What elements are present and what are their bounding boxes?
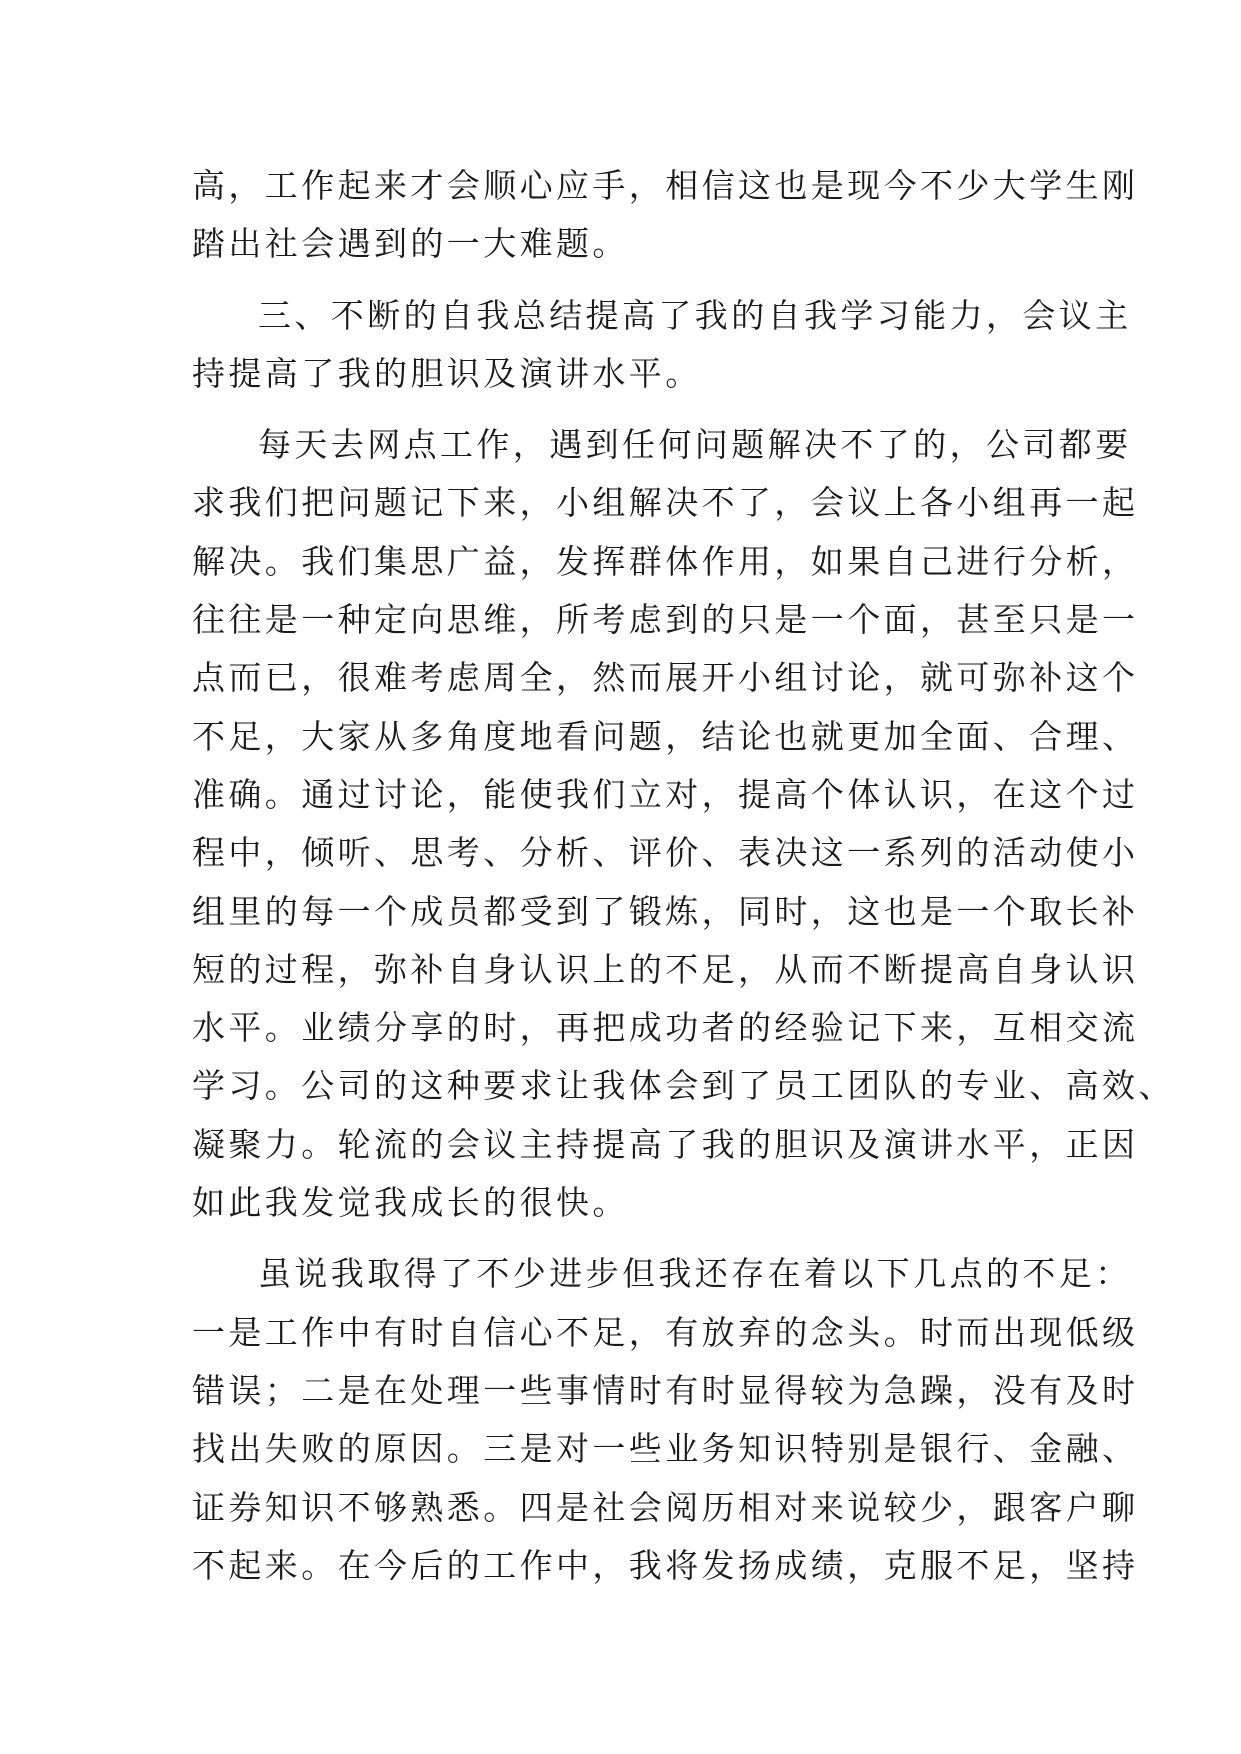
text-line: 找出失败的原因。三是对一些业务知识特别是银行、金融、 [192,1429,1139,1469]
text-line: 持提高了我的胆识及演讲水平。 [192,353,702,393]
text-line: 点而已，很难考虑周全，然而展开小组讨论，就可弥补这个 [192,658,1139,698]
document-body [192,157,1175,1595]
text-line: 学习。公司的这种要求让我体会到了员工团队的专业、高效、 [192,1066,1175,1106]
text-line: 往往是一种定向思维，所考虑到的只是一个面，甚至只是一 [192,600,1139,640]
text-line: 错误；二是在处理一些事情时有时显得较为急躁，没有及时 [192,1370,1139,1410]
text-line: 组里的每一个成员都受到了锻炼，同时，这也是一个取长补 [192,891,1139,931]
paragraph-spacer [192,403,1052,416]
paragraph-spacer [192,274,1052,287]
text-line: 解决。我们集思广益，发挥群体作用，如果自己进行分析， [192,541,1139,581]
text-line: 三、不断的自我总结提高了我的自我学习能力，会议主 [258,295,1132,335]
text-line: 程中，倾听、思考、分析、评价、表决这一系列的活动使小 [192,833,1139,873]
paragraph [192,157,1139,274]
text-line: 水平。业绩分享的时，再把成功者的经验记下来，互相交流 [192,1008,1139,1048]
text-line: 凝聚力。轮流的会议主持提高了我的胆识及演讲水平，正因 [192,1124,1139,1164]
text-line: 每天去网点工作，遇到任何问题解决不了的，公司都要 [258,425,1132,465]
text-line: 一是工作中有时自信心不足，有放弃的念头。时而出现低级 [192,1312,1139,1352]
paragraph [192,287,1132,404]
text-line: 高，工作起来才会顺心应手，相信这也是现今不少大学生刚 [192,166,1139,205]
text-line: 不起来。在今后的工作中，我将发扬成绩，克服不足，坚持 [192,1545,1139,1585]
paragraph [192,416,1175,1232]
paragraph-spacer [192,1232,1052,1245]
text-line: 证券知识不够熟悉。四是社会阅历相对来说较少，跟客户聊 [192,1487,1139,1527]
text-line: 短的过程，弥补自身认识上的不足，从而不断提高自身认识 [192,949,1139,989]
text-line: 不足，大家从多角度地看问题，结论也就更加全面、合理、 [192,716,1139,756]
text-line: 踏出社会遇到的一大难题。 [192,224,629,264]
text-line: 求我们把问题记下来，小组解决不了，会议上各小组再一起 [192,483,1139,523]
text-line: 虽说我取得了不少进步但我还存在着以下几点的不足： [258,1254,1132,1294]
text-line: 如此我发觉我成长的很快。 [192,1183,629,1223]
paragraph [192,1245,1139,1595]
text-line: 准确。通过讨论，能使我们立对，提高个体认识，在这个过 [192,774,1139,814]
